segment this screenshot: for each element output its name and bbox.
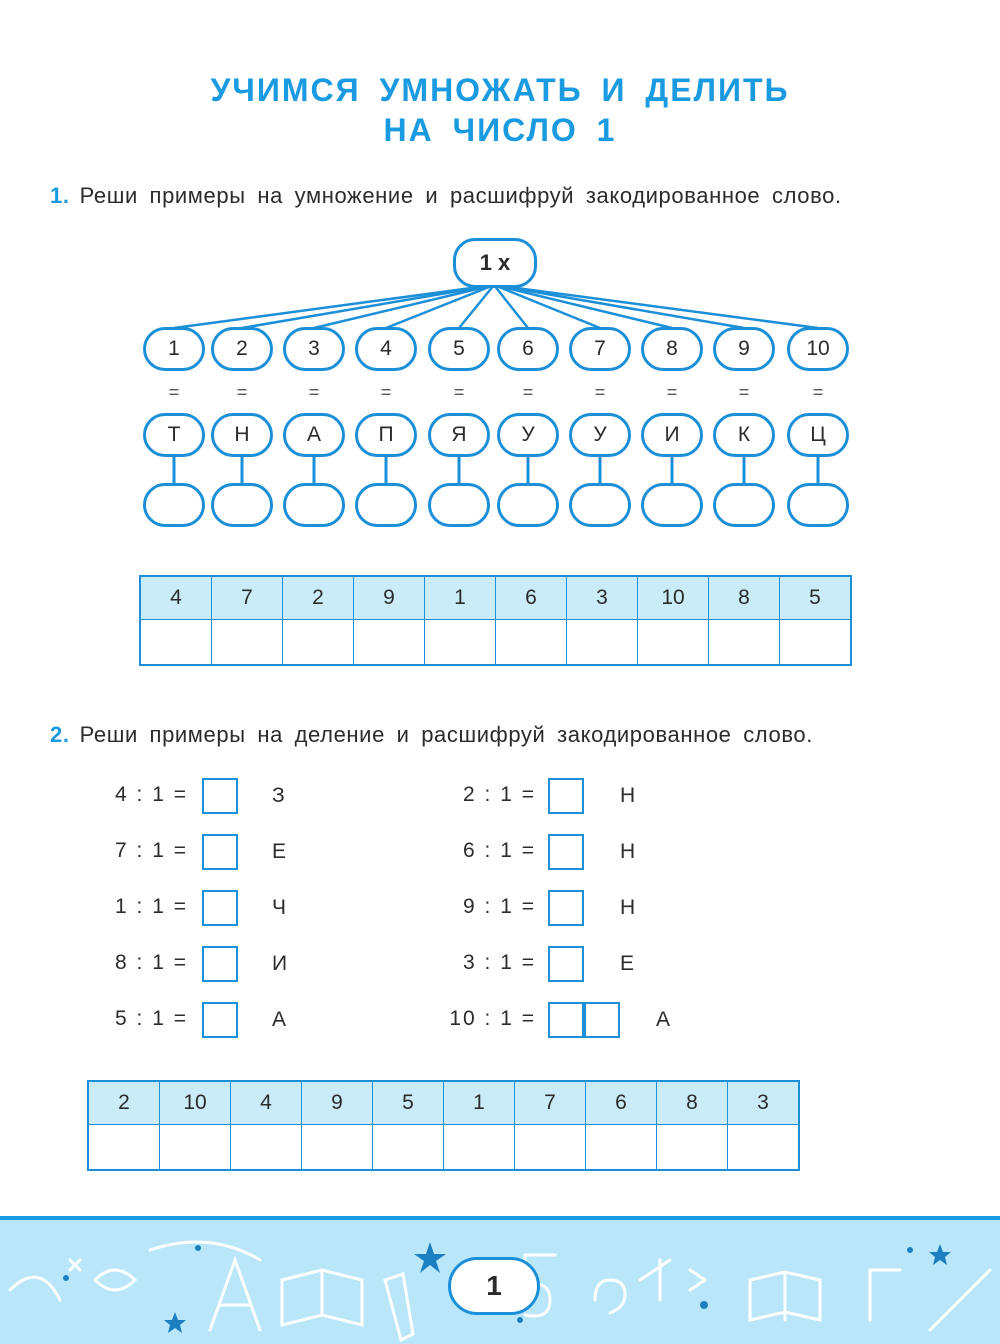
answer-letter-cell[interactable] xyxy=(231,1125,302,1171)
answer-letter-cell[interactable] xyxy=(657,1125,728,1171)
answer-box[interactable] xyxy=(202,1002,238,1038)
code-letter: Я xyxy=(428,413,490,457)
equals-sign: = xyxy=(308,382,320,402)
code-letter: А xyxy=(283,413,345,457)
page-title-line1: УЧИМСЯ УМНОЖАТЬ И ДЕЛИТЬ xyxy=(210,72,790,108)
multiplier-number: 3 xyxy=(283,327,345,371)
answer-box[interactable] xyxy=(428,483,490,527)
answer-letter-cell[interactable] xyxy=(496,620,567,666)
page-title-line2: НА ЧИСЛО 1 xyxy=(383,112,617,148)
answer-letter-cell[interactable] xyxy=(586,1125,657,1171)
answer-letter-cell[interactable] xyxy=(354,620,425,666)
answer-box[interactable] xyxy=(713,483,775,527)
answer-box[interactable] xyxy=(548,946,584,982)
answer-box[interactable] xyxy=(641,483,703,527)
code-letter: Е xyxy=(620,952,635,975)
answer-letter-cell[interactable] xyxy=(515,1125,586,1171)
equals-sign: = xyxy=(453,382,465,402)
multiplier-number: 9 xyxy=(713,327,775,371)
code-number-cell: 4 xyxy=(140,576,212,620)
code-letter: К xyxy=(713,413,775,457)
division-expression: 8 : 1 = xyxy=(115,951,188,974)
letter-g-doodle-icon xyxy=(870,1270,900,1320)
division-expression: 9 : 1 = xyxy=(463,895,536,918)
answer-box[interactable] xyxy=(355,483,417,527)
answer-box[interactable] xyxy=(548,834,584,870)
answer-box[interactable] xyxy=(548,778,584,814)
code-number-cell: 1 xyxy=(444,1081,515,1125)
answer-box[interactable] xyxy=(787,483,849,527)
code-letter: А xyxy=(656,1008,671,1031)
page-number: 1 xyxy=(448,1257,540,1315)
division-expression: 7 : 1 = xyxy=(115,839,188,862)
multiplier-number: 6 xyxy=(497,327,559,371)
code-number-cell: 6 xyxy=(496,576,567,620)
division-expression: 3 : 1 = xyxy=(463,951,536,974)
multiplier-root: 1 x xyxy=(453,238,537,288)
multiplier-number: 2 xyxy=(211,327,273,371)
answer-letter-cell[interactable] xyxy=(638,620,709,666)
division-expression: 6 : 1 = xyxy=(463,839,536,862)
answer-box[interactable] xyxy=(202,890,238,926)
code-letter: З xyxy=(272,784,285,807)
code-letter: Н xyxy=(620,896,636,919)
division-expression: 5 : 1 = xyxy=(115,1007,188,1030)
code-number-cell: 5 xyxy=(780,576,852,620)
equals-sign: = xyxy=(522,382,534,402)
code-letter: У xyxy=(569,413,631,457)
code-number-cell: 10 xyxy=(638,576,709,620)
answer-box[interactable] xyxy=(283,483,345,527)
answer-letter-cell[interactable] xyxy=(373,1125,444,1171)
answer-box[interactable] xyxy=(569,483,631,527)
code-letter: Н xyxy=(620,784,636,807)
task1-number: 1. xyxy=(50,183,70,208)
code-letter: Ц xyxy=(787,413,849,457)
code-letter: А xyxy=(272,1008,287,1031)
equals-sign: = xyxy=(812,382,824,402)
code-number-cell: 2 xyxy=(88,1081,160,1125)
open-book-doodle-icon xyxy=(282,1270,362,1325)
answer-letter-cell[interactable] xyxy=(88,1125,160,1171)
code-letter: И xyxy=(272,952,288,975)
answer-box[interactable] xyxy=(548,1002,584,1038)
division-expression: 10 : 1 = xyxy=(449,1007,536,1030)
code-letter: Т xyxy=(143,413,205,457)
task1-code-table xyxy=(139,575,852,666)
pen-doodle-icon xyxy=(930,1270,990,1330)
book-doodle-icon xyxy=(750,1272,820,1320)
code-letter: Н xyxy=(211,413,273,457)
code-letter: У xyxy=(497,413,559,457)
answer-box[interactable] xyxy=(202,834,238,870)
multiplier-number: 7 xyxy=(569,327,631,371)
multiplier-number: 8 xyxy=(641,327,703,371)
code-letter: Е xyxy=(272,840,287,863)
multiplier-number: 5 xyxy=(428,327,490,371)
answer-letter-cell[interactable] xyxy=(728,1125,800,1171)
answer-letter-cell[interactable] xyxy=(780,620,852,666)
answer-box[interactable] xyxy=(497,483,559,527)
division-expression: 2 : 1 = xyxy=(463,783,536,806)
plus-doodle-icon xyxy=(70,1260,80,1270)
code-number-cell: 7 xyxy=(212,576,283,620)
code-number-cell: 8 xyxy=(709,576,780,620)
code-letter: И xyxy=(641,413,703,457)
answer-letter-cell[interactable] xyxy=(567,620,638,666)
answer-box[interactable] xyxy=(548,890,584,926)
equals-sign: = xyxy=(168,382,180,402)
pencil-doodle-icon xyxy=(385,1274,413,1340)
one-plus-one-doodle-icon xyxy=(640,1260,705,1300)
code-number-cell: 2 xyxy=(283,576,354,620)
answer-letter-cell[interactable] xyxy=(212,620,283,666)
task2-text: Реши примеры на деление и расшифруй закодированное слово. xyxy=(79,722,813,747)
answer-letter-cell[interactable] xyxy=(425,620,496,666)
code-number-cell: 3 xyxy=(567,576,638,620)
division-expression: 1 : 1 = xyxy=(115,895,188,918)
letter-a-doodle-icon xyxy=(210,1260,260,1330)
code-number-cell: 1 xyxy=(425,576,496,620)
code-number-cell: 10 xyxy=(160,1081,231,1125)
code-number-cell: 6 xyxy=(586,1081,657,1125)
equals-sign: = xyxy=(594,382,606,402)
answer-letter-cell[interactable] xyxy=(302,1125,373,1171)
code-number-cell: 9 xyxy=(354,576,425,620)
code-number-cell: 9 xyxy=(302,1081,373,1125)
equals-sign: = xyxy=(666,382,678,402)
answer-letter-cell[interactable] xyxy=(444,1125,515,1171)
equals-sign: = xyxy=(380,382,392,402)
answer-letter-cell[interactable] xyxy=(709,620,780,666)
code-number-cell: 5 xyxy=(373,1081,444,1125)
code-number-cell: 4 xyxy=(231,1081,302,1125)
code-letter: Ч xyxy=(272,896,286,919)
task2-statement xyxy=(50,722,813,748)
answer-box[interactable] xyxy=(143,483,205,527)
equals-sign: = xyxy=(738,382,750,402)
code-number-cell: 3 xyxy=(728,1081,800,1125)
multiplier-number: 10 xyxy=(787,327,849,371)
task1-text: Реши примеры на умножение и расшифруй закодированное слово. xyxy=(79,183,842,208)
task2-code-table xyxy=(87,1080,800,1171)
answer-letter-cell[interactable] xyxy=(283,620,354,666)
code-number-cell: 7 xyxy=(515,1081,586,1125)
equals-sign: = xyxy=(236,382,248,402)
answer-box[interactable] xyxy=(584,1002,620,1038)
answer-box[interactable] xyxy=(202,946,238,982)
answer-box[interactable] xyxy=(211,483,273,527)
multiplier-number: 1 xyxy=(143,327,205,371)
code-number-cell: 8 xyxy=(657,1081,728,1125)
code-letter: Н xyxy=(620,840,636,863)
division-expression: 4 : 1 = xyxy=(115,783,188,806)
task2-number: 2. xyxy=(50,722,70,747)
multiplier-number: 4 xyxy=(355,327,417,371)
answer-letter-cell[interactable] xyxy=(160,1125,231,1171)
answer-letter-cell[interactable] xyxy=(140,620,212,666)
code-letter: П xyxy=(355,413,417,457)
answer-box[interactable] xyxy=(202,778,238,814)
